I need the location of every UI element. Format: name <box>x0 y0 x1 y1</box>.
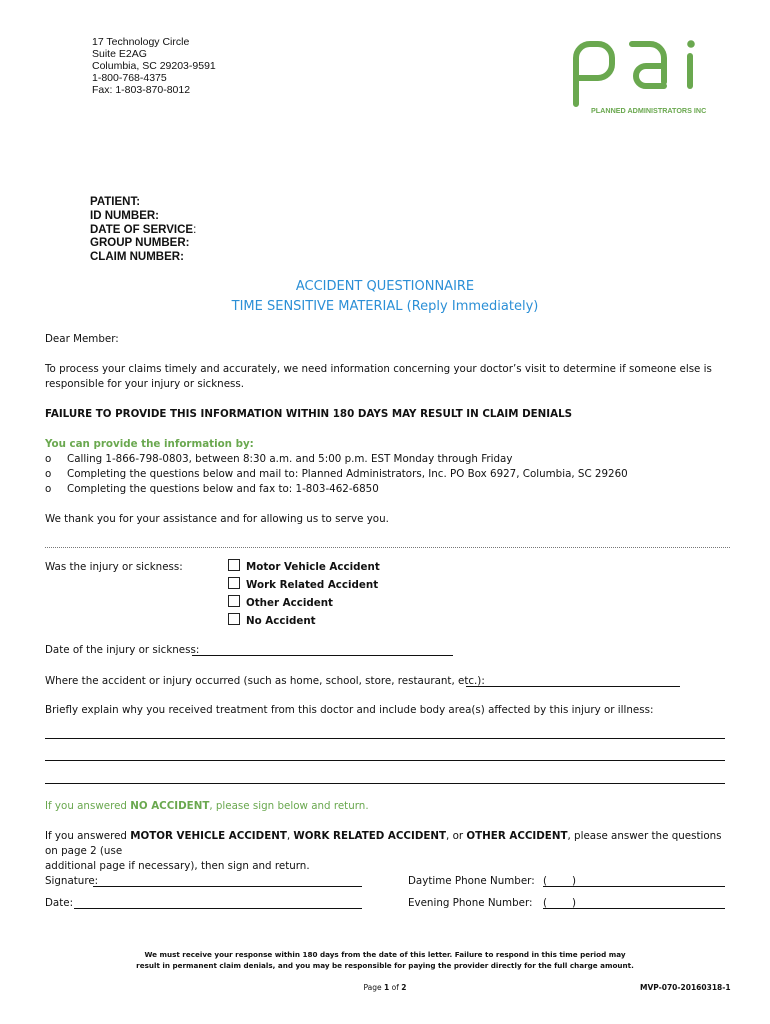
checkbox-label: No Accident <box>246 615 316 627</box>
patient-info-block <box>90 196 196 265</box>
injury-question: Was the injury or sickness: <box>45 561 183 573</box>
daytime-paren-open: ( <box>543 875 548 887</box>
provide-info-heading: You can provide the information by: <box>45 438 254 450</box>
accident-instruction-line-1 <box>45 829 735 859</box>
injury-options <box>228 558 380 630</box>
date-of-service-colon: : <box>193 223 197 236</box>
daytime-phone-field[interactable] <box>543 886 725 887</box>
accident-location-label: Where the accident or injury occurred (such as home, school, store, restaurant, etc.): <box>45 675 485 687</box>
checkbox-label: Work Related Accident <box>246 579 379 591</box>
provide-options-list <box>45 452 628 497</box>
claim-denial-warning: FAILURE TO PROVIDE THIS INFORMATION WITHIN 180 DAYS MAY RESULT IN CLAIM DENIALS <box>45 408 573 420</box>
group-number-label: GROUP NUMBER: <box>90 237 190 250</box>
injury-date-label: Date of the injury or sickness: <box>45 644 200 656</box>
option-work-related[interactable] <box>228 576 380 594</box>
daytime-paren-close: ) <box>572 875 577 887</box>
instr-or: , or <box>446 830 467 842</box>
document-subtitle <box>0 299 770 314</box>
daytime-phone-label: Daytime Phone Number: <box>408 875 535 887</box>
id-number-label: ID NUMBER: <box>90 209 159 222</box>
accident-instruction-line-2: additional page if necessary), then sign and return. <box>45 860 310 872</box>
evening-phone-field[interactable] <box>543 908 725 909</box>
accident-instruction <box>45 829 735 874</box>
salutation: Dear Member: <box>45 333 119 345</box>
option-fax <box>45 482 628 497</box>
checkbox-no-accident[interactable] <box>228 613 240 625</box>
date-of-service-text: DATE OF SERVICE <box>90 223 194 236</box>
treatment-explanation-label: Briefly explain why you received treatment from this doctor and include body area(s) affected by this injury or illness: <box>45 704 654 716</box>
pai-logo <box>570 36 730 120</box>
response-deadline-notice <box>40 949 730 971</box>
page-number: 1 <box>384 983 390 992</box>
evening-phone-label: Evening Phone Number: <box>408 897 533 909</box>
form-code: MVP-070-20160318-1 <box>640 983 731 992</box>
injury-date-field[interactable] <box>192 655 453 656</box>
option-motor-vehicle[interactable] <box>228 558 380 576</box>
option-mail <box>45 467 628 482</box>
page-total: 2 <box>401 983 407 992</box>
page-of: of <box>389 983 402 992</box>
notice-line-2: result in permanent claim denials, and you may be responsible for paying the provider directly for the full charge amount. <box>136 961 634 970</box>
claim-number-label: CLAIM NUMBER: <box>90 251 184 264</box>
thank-you-line: We thank you for your assistance and for allowing us to serve you. <box>45 513 389 525</box>
evening-paren-close: ) <box>572 897 577 909</box>
instr-comma: , <box>286 830 294 842</box>
return-address <box>92 36 216 96</box>
accident-location-field[interactable] <box>466 686 680 687</box>
no-accident-instruction <box>45 799 369 814</box>
instr-mva: MOTOR VEHICLE ACCIDENT <box>130 830 287 842</box>
date-sign-field[interactable] <box>74 908 362 909</box>
option-other-accident[interactable] <box>228 594 380 612</box>
logo-tagline: PLANNED ADMINISTRATORS INC <box>591 106 707 115</box>
explanation-line-3[interactable] <box>45 783 725 784</box>
notice-line-1: We must receive your response within 180 days from the date of this letter. Failure to respond in this time period may <box>144 950 626 959</box>
option-calling <box>45 452 628 467</box>
reply-immediately-label: (Reply Immediately) <box>402 299 539 314</box>
evening-paren-open: ( <box>543 897 548 909</box>
signature-field[interactable] <box>93 886 362 887</box>
no-accident-pre: If you answered <box>45 800 131 812</box>
bullet-icon: o <box>45 453 52 465</box>
date-of-service-label <box>90 224 196 238</box>
document-title: ACCIDENT QUESTIONNAIRE <box>295 279 475 294</box>
no-accident-post: , please sign below and return. <box>209 800 369 812</box>
bullet-icon: o <box>45 483 52 495</box>
date-sign-label: Date: <box>45 897 74 909</box>
instr-post: , please answer the questions on page 2 (use <box>45 830 722 857</box>
address-phone: 1-800-768-4375 <box>92 72 167 84</box>
instr-other: OTHER ACCIDENT <box>466 830 568 842</box>
address-fax: Fax: 1-803-870-8012 <box>92 84 191 96</box>
pai-logo-mark <box>570 36 730 120</box>
bullet-icon: o <box>45 468 52 480</box>
intro-line-2: responsible for your injury or sickness. <box>45 378 245 390</box>
intro-paragraph <box>45 362 735 392</box>
checkbox-work-related[interactable] <box>228 577 240 589</box>
patient-label: PATIENT: <box>90 196 141 208</box>
checkbox-label: Other Accident <box>246 597 333 609</box>
no-accident-strong: NO ACCIDENT <box>130 800 210 812</box>
checkbox-motor-vehicle[interactable] <box>228 559 240 571</box>
signature-label: Signature: <box>45 875 99 887</box>
address-line-3: Columbia, SC 29203-9591 <box>92 60 216 72</box>
option-no-accident[interactable] <box>228 612 380 630</box>
option-text: Calling 1-866-798-0803, between 8:30 a.m. and 5:00 p.m. EST Monday through Friday <box>67 453 513 465</box>
explanation-line-2[interactable] <box>45 760 725 761</box>
time-sensitive-label: TIME SENSITIVE MATERIAL <box>231 299 403 314</box>
address-line-2: Suite E2AG <box>92 48 147 60</box>
address-line-1: 17 Technology Circle <box>92 36 190 48</box>
checkbox-label: Motor Vehicle Accident <box>246 561 380 573</box>
intro-line-1: To process your claims timely and accurately, we need information concerning your doctor’s visit to determine if someone else is <box>45 363 712 375</box>
instr-work: WORK RELATED ACCIDENT <box>293 830 447 842</box>
explanation-line-1[interactable] <box>45 738 725 739</box>
checkbox-other-accident[interactable] <box>228 595 240 607</box>
section-divider <box>45 547 730 548</box>
page-word: Page <box>363 983 385 992</box>
instr-pre: If you answered <box>45 830 131 842</box>
option-text: Completing the questions below and fax to: 1-803-462-6850 <box>67 483 379 495</box>
option-text: Completing the questions below and mail to: Planned Administrators, Inc. PO Box 6927, Columbia, SC 29260 <box>67 468 628 480</box>
